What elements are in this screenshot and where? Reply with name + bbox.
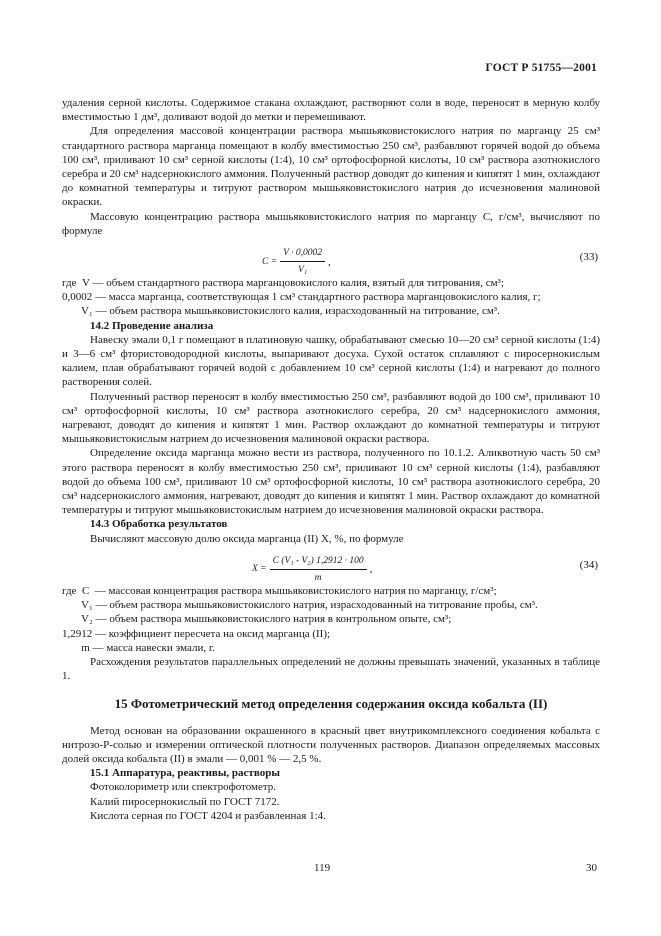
- list-item: Кислота серная по ГОСТ 4204 и разбавленная 1:4.: [90, 809, 326, 822]
- list-item: Фотоколориметр или спектрофотометр.: [90, 781, 277, 794]
- formula-lhs: X =: [252, 564, 267, 575]
- equation-number: (33): [579, 251, 598, 264]
- formula-lhs: C =: [262, 256, 278, 267]
- definition-symbol: m —: [62, 641, 104, 654]
- definition-row: [62, 290, 600, 304]
- formula-34: [62, 550, 600, 584]
- subsection-heading: 14.2 Проведение анализа: [90, 319, 214, 332]
- fraction-denominator: V₁: [298, 265, 308, 276]
- definition-text: объем раствора мышьяковистокислого калия, израсходованный на титрование, см³.: [109, 305, 500, 318]
- section-heading: 15 Фотометрический метод определения содержания оксида кобальта (II): [114, 696, 548, 712]
- list-item: Калий пиросернокислый по ГОСТ 7172.: [90, 795, 280, 808]
- subsection-heading: 14.3 Обработка результатов: [90, 518, 228, 531]
- variable-definitions: [62, 276, 600, 319]
- paragraph: Навеску эмали 0,1 г помещают в платиновую чашку, обрабатывают смесью 10—20 см³ серной кислоты (1:4) и 3—6 см³ фтористоводородной кислоты, выпаривают досуха. Сухой остаток сплавляют с пиросернокислым калием, плав обрабатывают горячей водой с добавлением 10 см³ серной кислоты (1:4) и нагревают до полного растворения солей.: [62, 333, 600, 389]
- formula-expression: [252, 554, 372, 585]
- definition-text: объем стандартного раствора марганцовокислого калия, взятый для титрования, см³;: [106, 277, 504, 290]
- definition-symbol: где V —: [62, 277, 104, 290]
- subsection-heading: 15.1 Аппаратура, реактивы, растворы: [90, 767, 280, 780]
- page-number: 119: [314, 862, 331, 874]
- definition-text: массовая концентрация раствора мышьяковистокислого натрия по марганцу, г/см³;: [108, 584, 497, 597]
- formula-33: [62, 242, 600, 276]
- definition-row: [62, 627, 600, 641]
- fraction-numerator: V · 0,0002: [280, 246, 325, 262]
- formula-comma: ,: [369, 563, 373, 576]
- definition-text: объем раствора мышьяковистокислого натрия, израсходованный на титрование пробы, см³.: [109, 599, 538, 612]
- paragraph: удаления серной кислоты. Содержимое стакана охлаждают, растворяют соли в воде, переносят в мерную колбу вместимостью 1 дм³, доливают водой до метки и перемешивают.: [62, 97, 600, 124]
- sheet-number: 30: [586, 862, 597, 874]
- variable-definitions: [62, 584, 600, 655]
- document-body: [62, 96, 600, 823]
- fraction: [280, 246, 325, 277]
- definition-text: коэффициент пересчета на оксид марганца (II);: [108, 627, 331, 640]
- definition-row: [62, 584, 600, 598]
- formula-comma: ,: [328, 255, 331, 268]
- definition-text: объем раствора мышьяковистокислого натрия в контрольном опыте, см³;: [109, 613, 452, 626]
- definition-row: [62, 598, 600, 612]
- fraction-numerator: C (V₁ - V₂) 1,2912 · 100: [270, 554, 367, 570]
- fraction-denominator: m: [314, 573, 322, 584]
- paragraph: Определение оксида марганца можно вести из раствора, полученного по 10.1.2. Аликвотную часть 50 см³ этого раствора переносят в колбу вместимостью 250 см³, приливают 10 см³ серной кислоты (1:4), разбавляют водой до объема 100 см³, приливают 10 см³ ортофосфорной кислоты, 10 см³ раствора азотнокислого серебра, 20 см³ надсернокислого аммония, нагревают, доводят до кипения и кипятят 1 мин. Раствор охлаждают до комнатной температуры и титруют мышьяковистокислым натрием до исчезновения малиновой окраски раствора.: [62, 447, 600, 517]
- paragraph: Вычисляют массовую долю оксида марганца (II) X, %, по формуле: [90, 532, 404, 545]
- definition-symbol: V₂ —: [62, 613, 107, 626]
- definition-symbol: где C —: [62, 584, 106, 597]
- definition-text: масса марганца, соответствующая 1 см³ стандартного раствора марганцовокислого калия, г;: [108, 291, 541, 304]
- definition-row: [62, 641, 600, 655]
- formula-expression: [262, 246, 331, 277]
- fraction: [270, 554, 367, 585]
- definition-symbol: 1,2912 —: [62, 627, 106, 640]
- definition-row: [62, 612, 600, 626]
- paragraph: Расхождения результатов параллельных определений не должны превышать значений, указанных в таблице 1.: [62, 655, 600, 683]
- paragraph: Метод основан на образовании окрашенного в красный цвет внутрикомплексного соединения кобальта с нитрозо-Р-солью и измерении оптической плотности полученных растворов. Диапазон определяемых массовых долей оксида кобальта (II) в эмали — 0,001 % — 2,5 %.: [62, 724, 600, 765]
- definition-row: [62, 304, 600, 318]
- equation-number: (34): [579, 558, 598, 571]
- definition-text: масса навески эмали, г.: [106, 641, 215, 654]
- definition-row: [62, 276, 600, 290]
- definition-symbol: V₁ —: [62, 305, 107, 318]
- paragraph: Полученный раствор переносят в колбу вместимостью 250 см³, разбавляют водой до 100 см³, приливают 10 см³ ортофосфорной кислоты, 10 см³ раствора азотнокислого серебра, 20 см³ надсернокислого аммония, нагревают, доводят до кипения и кипятят 1 мин. Раствор охлаждают до комнатной температуры и титруют мышьяковистокислым натрием до исчезновения малиновой окраски раствора.: [62, 390, 600, 446]
- paragraph: Массовую концентрацию раствора мышьяковистокислого натрия по марганцу C, г/см³, вычисляют по формуле: [62, 210, 600, 237]
- paragraph: Для определения массовой концентрации раствора мышьяковистокислого натрия по марганцу 25 см³ стандартного раствора марганца помещают в колбу вместимостью 250 см³, разбавляют горячей водой до объема 100 см³, приливают 10 см³ серной кислоты (1:4), 10 см³ ортофосфорной кислоты, 10 см³ раствора азотнокислого серебра и 20 см³ надсернокислого аммония. Полученный раствор доводят до кипения и кипятят 1 мин, охлаждают до комнатной температуры и титруют раствором мышьяковистокислого натрия до исчезновения малиновой окраски.: [62, 125, 600, 209]
- definition-symbol: V₁ —: [62, 599, 107, 612]
- document-header: ГОСТ Р 51755—2001: [485, 62, 597, 74]
- definition-symbol: 0,0002 —: [62, 291, 106, 304]
